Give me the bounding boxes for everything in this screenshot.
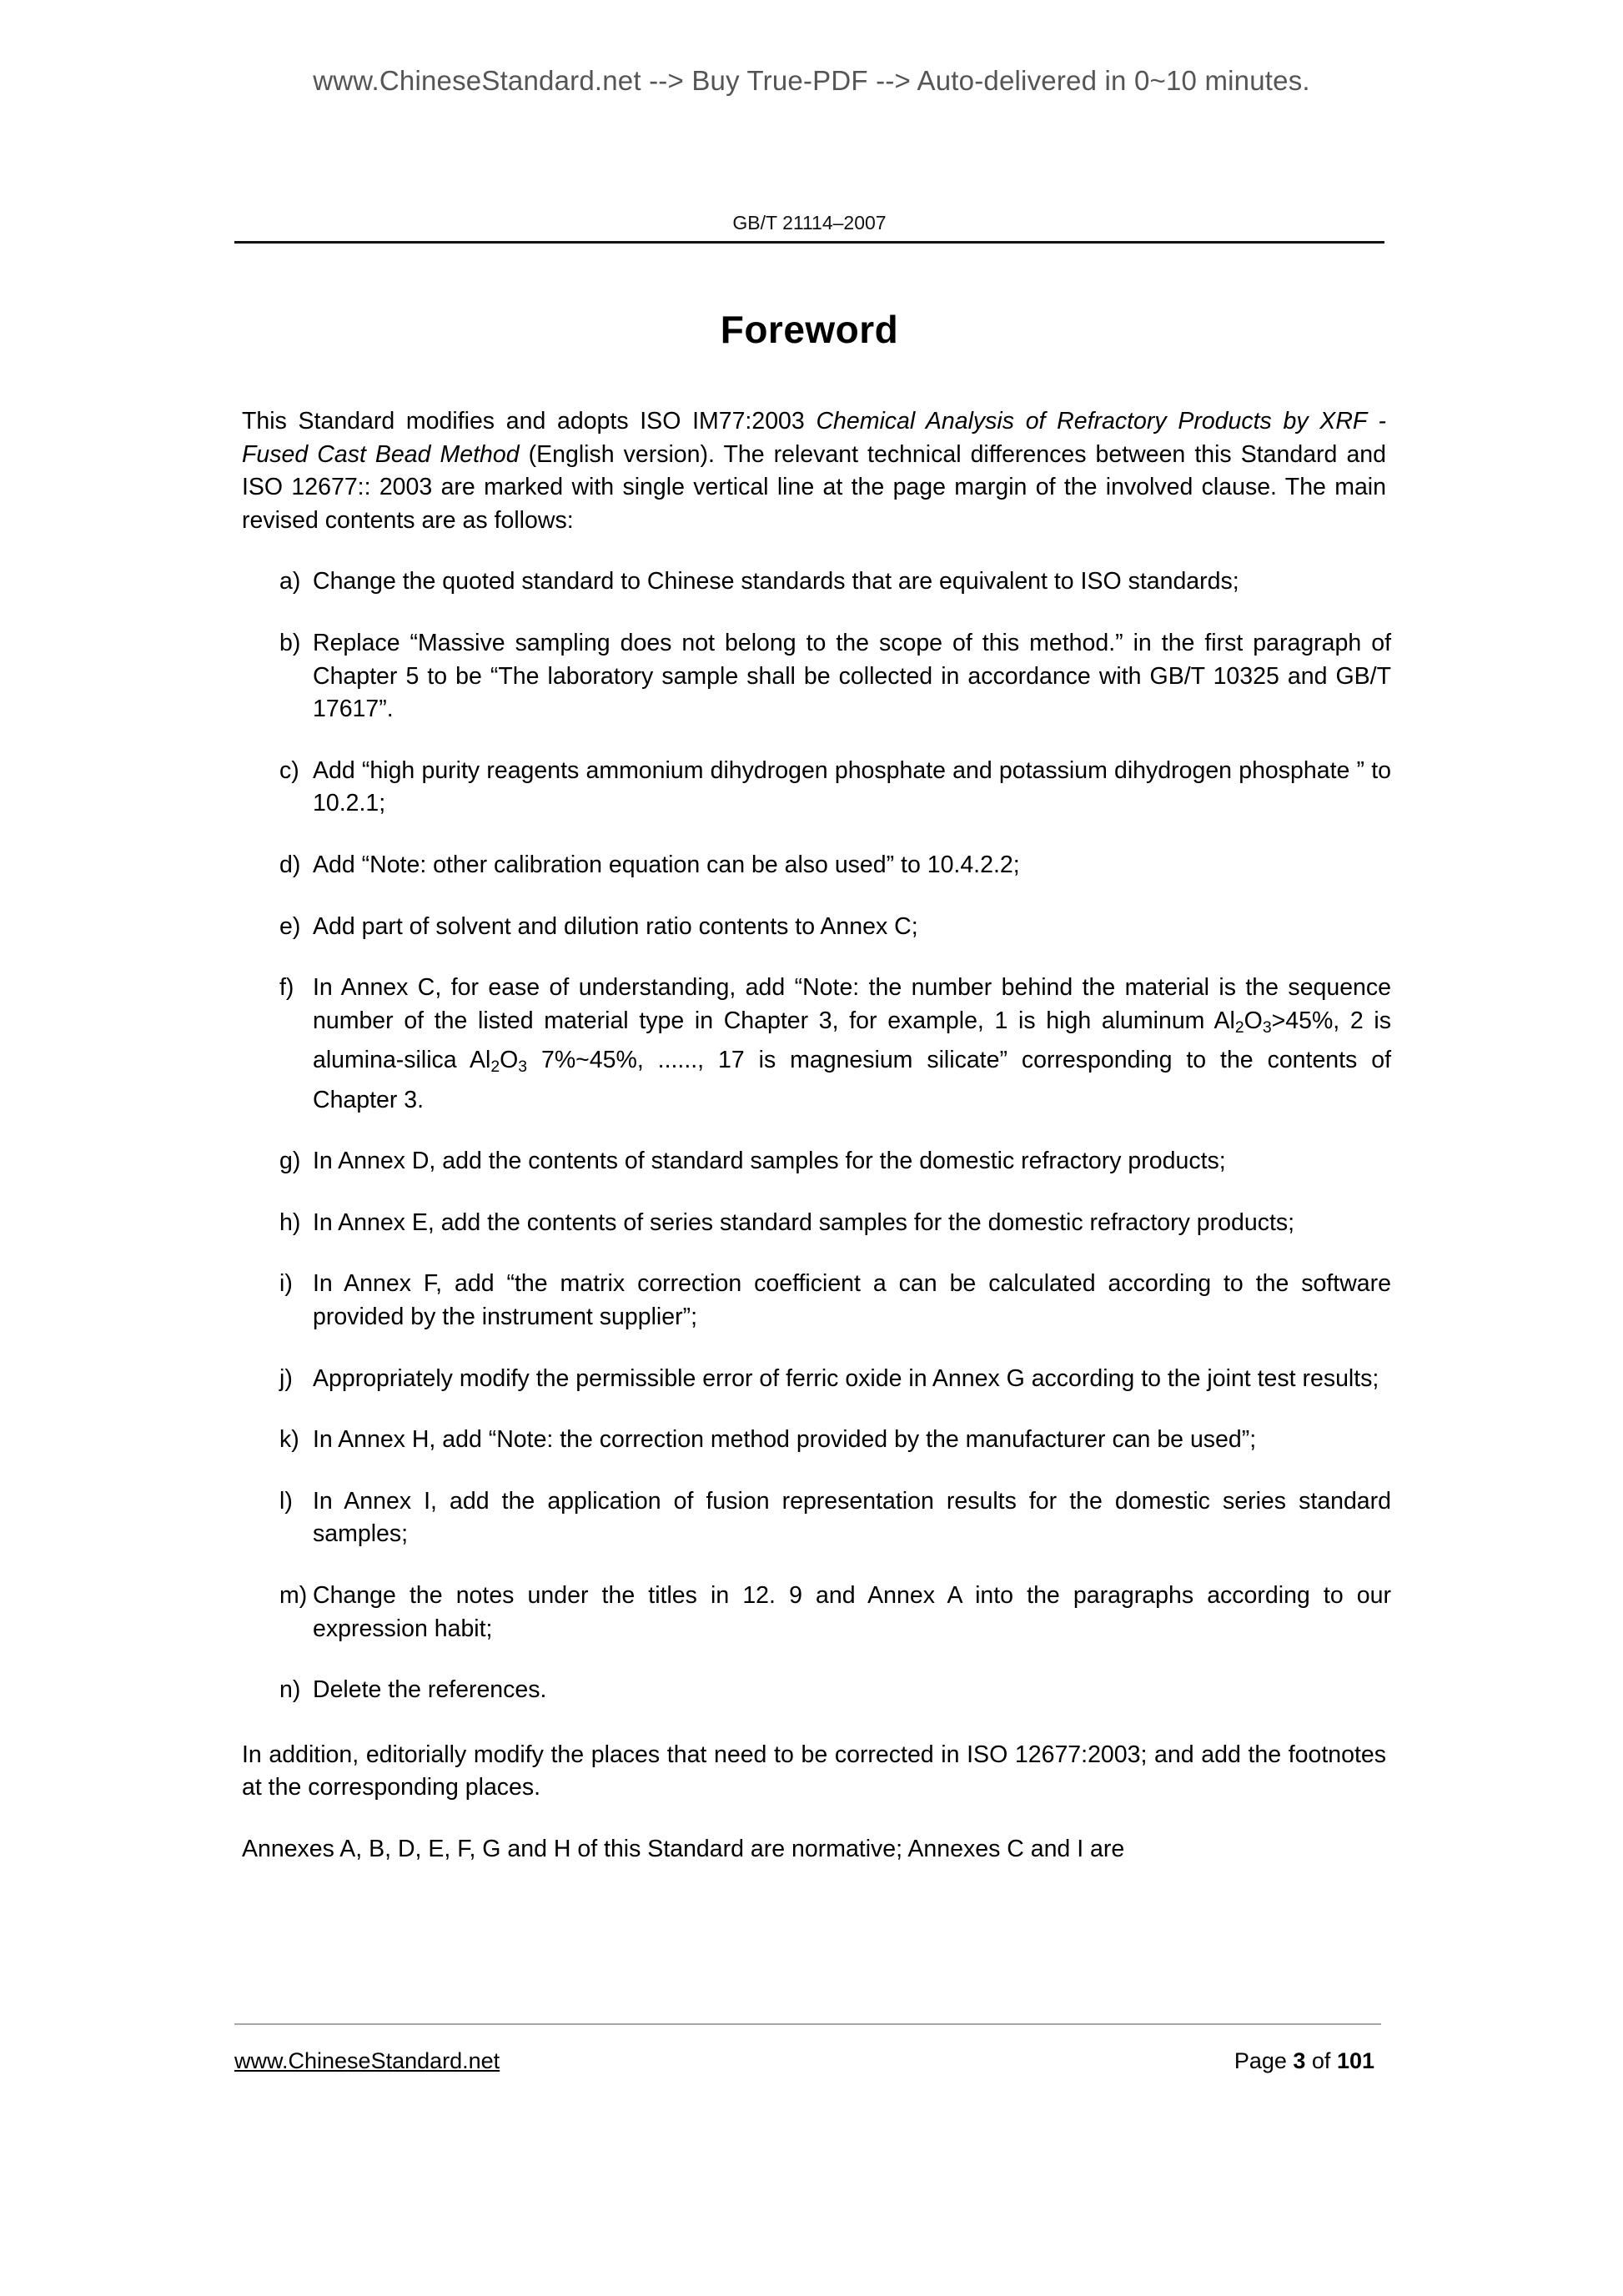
list-marker: a) [279, 568, 301, 595]
list-marker: i) [279, 1270, 293, 1298]
list-item [279, 911, 1391, 944]
list-marker: e) [279, 912, 301, 940]
list-item-text: In Annex I, add the application of fusion representation results for the domestic series standard samples; [313, 1487, 1391, 1548]
list-item-text: Replace “Massive sampling does not belong to the scope of this method.” in the first paragraph of Chapter 5 to be “The laboratory sample shall be collected in accordance with GB/T 10325 and GB/T 17617”. [313, 629, 1391, 723]
revision-list [279, 565, 1391, 1706]
list-item-text: Appropriately modify the permissible error of ferric oxide in Annex G according to the joint test results; [313, 1364, 1379, 1392]
list-item [279, 565, 1391, 599]
formula-mid-2: >45%, 2 is alumina-silica Al [313, 1007, 1392, 1074]
closing-paragraph-1: In addition, editorially modify the places that need to be corrected in ISO 12677:2003; and add the footnotes at the corresponding places. [242, 1741, 1386, 1801]
list-item-text: Delete the references. [313, 1676, 547, 1704]
list-item [279, 972, 1391, 1117]
list-marker: h) [279, 1208, 301, 1236]
list-item [279, 1363, 1391, 1396]
list-item [279, 1268, 1391, 1334]
list-item [279, 1674, 1391, 1707]
list-item-text: Change the notes under the titles in 12. 9 and Annex A into the paragraphs according to our expression habit; [313, 1581, 1391, 1642]
list-item [279, 627, 1391, 726]
list-item-text-before: In Annex C, for ease of understanding, add “Note: the number behind the material is the sequence number of the listed material type in Chapter 3, for example, 1 is high aluminum Al [313, 974, 1391, 1034]
list-item-text: In Annex F, add “the matrix correction coefficient a can be calculated according to the software provided by the instrument supplier”; [313, 1270, 1391, 1330]
list-item [279, 755, 1391, 821]
intro-part-1: This Standard modifies and adopts ISO IM77:2003 [242, 408, 817, 435]
list-item-text: Add “high purity reagents ammonium dihydrogen phosphate and potassium dihydrogen phosphate ” to 10.2.1; [313, 756, 1391, 817]
list-marker: k) [279, 1426, 299, 1454]
list-item-text: In Annex H, add “Note: the correction method provided by the manufacturer can be used”; [313, 1426, 1257, 1454]
list-item [279, 1207, 1391, 1240]
list-item-text-after: 7%~45%, ......, 17 is magnesium silicate” corresponding to the contents of Chapter 3. [313, 1047, 1391, 1113]
footer-row [234, 2048, 1381, 2074]
paragraph-spacer [242, 1805, 1386, 1833]
list-marker: g) [279, 1148, 301, 1175]
subscript: 3 [518, 1058, 528, 1076]
list-item-text: In Annex D, add the contents of standard samples for the domestic refractory products; [313, 1148, 1226, 1175]
running-header [234, 213, 1384, 250]
list-marker: n) [279, 1676, 301, 1704]
list-item-text: Change the quoted standard to Chinese standards that are equivalent to ISO standards; [313, 568, 1239, 595]
intro-part-2: (English version). The relevant technical differences between this Standard and ISO 12677:: 2003 are marked with single vertical line at the page margin of the involved clause. The main revised contents are as follows: [242, 440, 1386, 534]
list-item [279, 1145, 1391, 1178]
list-marker: d) [279, 851, 301, 878]
document-body [242, 405, 1392, 1866]
formula-mid-1: O [1244, 1007, 1263, 1034]
section-spacer [242, 1707, 1386, 1739]
list-item-text: Add “Note: other calibration equation can be also used” to 10.4.2.2; [313, 851, 1020, 878]
promo-banner [0, 65, 1623, 97]
page-middle-label: of [1305, 2048, 1337, 2073]
page-number-indicator [1234, 2048, 1381, 2074]
current-page-number: 3 [1293, 2048, 1306, 2073]
list-item [279, 1424, 1391, 1457]
list-item [279, 849, 1391, 882]
list-marker: c) [279, 756, 299, 784]
subscript: 3 [1262, 1017, 1272, 1037]
list-marker: l) [279, 1487, 293, 1515]
closing-paragraph-2: Annexes A, B, D, E, F, G and H of this Standard are normative; Annexes C and I are [242, 1835, 1125, 1862]
footer-divider [234, 2023, 1381, 2025]
subscript: 2 [1234, 1017, 1244, 1037]
list-marker: j) [279, 1364, 293, 1392]
page-prefix-label: Page [1234, 2048, 1294, 2073]
footer-website-link[interactable]: www.ChineseStandard.net [234, 2048, 500, 2073]
list-item-text: In Annex E, add the contents of series standard samples for the domestic refractory products; [313, 1208, 1295, 1236]
list-marker: f) [279, 974, 294, 1002]
list-marker: m) [279, 1581, 308, 1609]
standard-id: GB/T 21114–2007 [732, 212, 887, 234]
promo-text: www.ChineseStandard.net --> Buy True-PDF --> Auto-delivered in 0~10 minutes. [313, 65, 1310, 96]
header-divider [234, 241, 1384, 244]
subscript: 2 [490, 1058, 500, 1076]
list-item [279, 1580, 1391, 1645]
list-marker: b) [279, 629, 301, 656]
list-item [279, 1485, 1391, 1551]
list-item-text: Add part of solvent and dilution ratio contents to Annex C; [313, 912, 918, 940]
formula-mid-3: O [500, 1047, 519, 1074]
total-page-count: 101 [1336, 2048, 1374, 2073]
intro-paragraph [242, 405, 1386, 537]
page-footer [234, 2023, 1381, 2074]
page-title: Foreword [720, 308, 899, 351]
referenced-standard-title: Chemical Analysis of Refractory Products by XRF - Fused Cast Bead Method [242, 408, 1386, 468]
